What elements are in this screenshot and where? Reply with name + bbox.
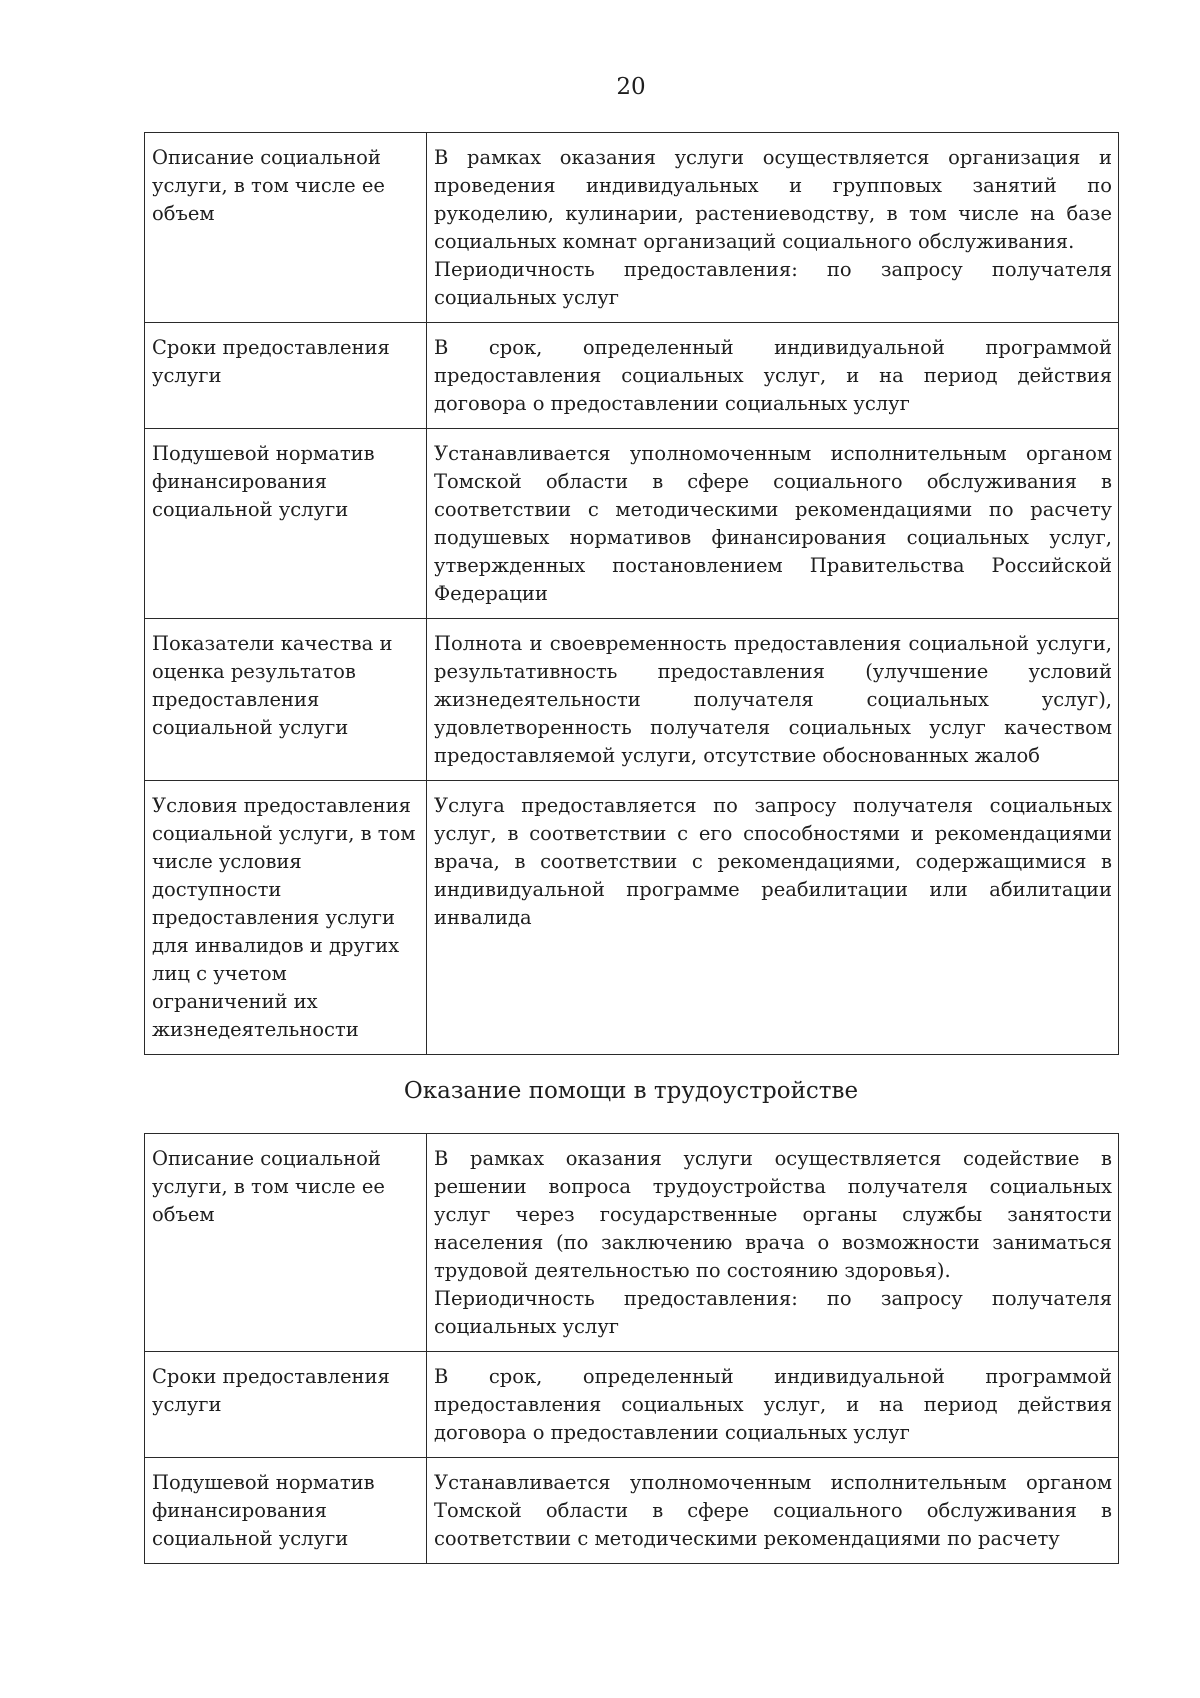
- table-row: [145, 1134, 1119, 1352]
- row-value-funding-norm: [427, 429, 1119, 619]
- conditions-text: Услуга предоставляется по запросу получателя социальных услуг, в соответствии с его способностями и рекомендациями врача, в соответствии с рекомендациями, содержащимися в индивидуальной программе реабилитации или абилитации инвалида: [434, 794, 1112, 929]
- row-value-quality: [427, 619, 1119, 781]
- table-row: [145, 1458, 1119, 1564]
- row-value-terms: [427, 1352, 1119, 1458]
- row-label-funding-norm: Подушевой норматив финансирования социальной услуги: [145, 429, 427, 619]
- service-table-employment: [144, 1133, 1119, 1564]
- terms-text: В срок, определенный индивидуальной программой предоставления социальных услуг, и на период действия договора о предоставлении социальных услуг: [434, 1365, 1112, 1444]
- row-label-terms: Сроки предоставления услуги: [145, 323, 427, 429]
- row-label-terms: Сроки предоставления услуги: [145, 1352, 427, 1458]
- row-value-terms: [427, 323, 1119, 429]
- periodicity-text: Периодичность предоставления: по запросу получателя социальных услуг: [434, 258, 1112, 309]
- row-label-quality: Показатели качества и оценка результатов предоставления социальной услуги: [145, 619, 427, 781]
- table-row: [145, 619, 1119, 781]
- table-row: [145, 429, 1119, 619]
- description-text: В рамках оказания услуги осуществляется содействие в решении вопроса трудоустройства получателя социальных услуг через государственные органы службы занятости населения (по заключению врача о возможности заниматься трудовой деятельностью по состоянию здоровья).: [434, 1147, 1112, 1282]
- section-heading: Оказание помощи в трудоустройстве: [403, 1078, 859, 1104]
- table-row: [145, 781, 1119, 1055]
- row-value-conditions: [427, 781, 1119, 1055]
- row-label-description: Описание социальной услуги, в том числе ее объем: [145, 133, 427, 323]
- table-row: [145, 1352, 1119, 1458]
- row-label-funding-norm: Подушевой норматив финансирования социальной услуги: [145, 1458, 427, 1564]
- row-label-description: Описание социальной услуги, в том числе ее объем: [145, 1134, 427, 1352]
- service-table-leisure: [144, 132, 1119, 1055]
- funding-norm-text: Устанавливается уполномоченным исполнительным органом Томской области в сфере социального обслуживания в соответствии с методическими рекомендациями по расчету подушевых нормативов финансирования социальных услуг, утвержденных постановлением Правительства Российской Федерации: [434, 442, 1112, 605]
- table-row: [145, 323, 1119, 429]
- table-row: [145, 133, 1119, 323]
- row-label-conditions: Условия предоставления социальной услуги, в том числе условия доступности предоставления услуги для инвалидов и других лиц с учетом ограничений их жизнедеятельности: [145, 781, 427, 1055]
- row-value-funding-norm: [427, 1458, 1119, 1564]
- description-text: В рамках оказания услуги осуществляется организация и проведения индивидуальных и групповых занятий по рукоделию, кулинарии, растениеводству, в том числе на базе социальных комнат организаций социального обслуживания.: [434, 146, 1112, 253]
- row-value-description: [427, 133, 1119, 323]
- funding-norm-text: Устанавливается уполномоченным исполнительным органом Томской области в сфере социального обслуживания в соответствии с методическими рекомендациями по расчету: [434, 1471, 1112, 1550]
- terms-text: В срок, определенный индивидуальной программой предоставления социальных услуг, и на период действия договора о предоставлении социальных услуг: [434, 336, 1112, 415]
- row-value-description: [427, 1134, 1119, 1352]
- periodicity-text: Периодичность предоставления: по запросу получателя социальных услуг: [434, 1287, 1112, 1338]
- page-number: 20: [616, 74, 646, 100]
- quality-text: Полнота и своевременность предоставления социальной услуги, результативность предоставления (улучшение условий жизнедеятельности получателя социальных услуг), удовлетворенность получателя социальных услуг качеством предоставляемой услуги, отсутствие обоснованных жалоб: [434, 632, 1112, 767]
